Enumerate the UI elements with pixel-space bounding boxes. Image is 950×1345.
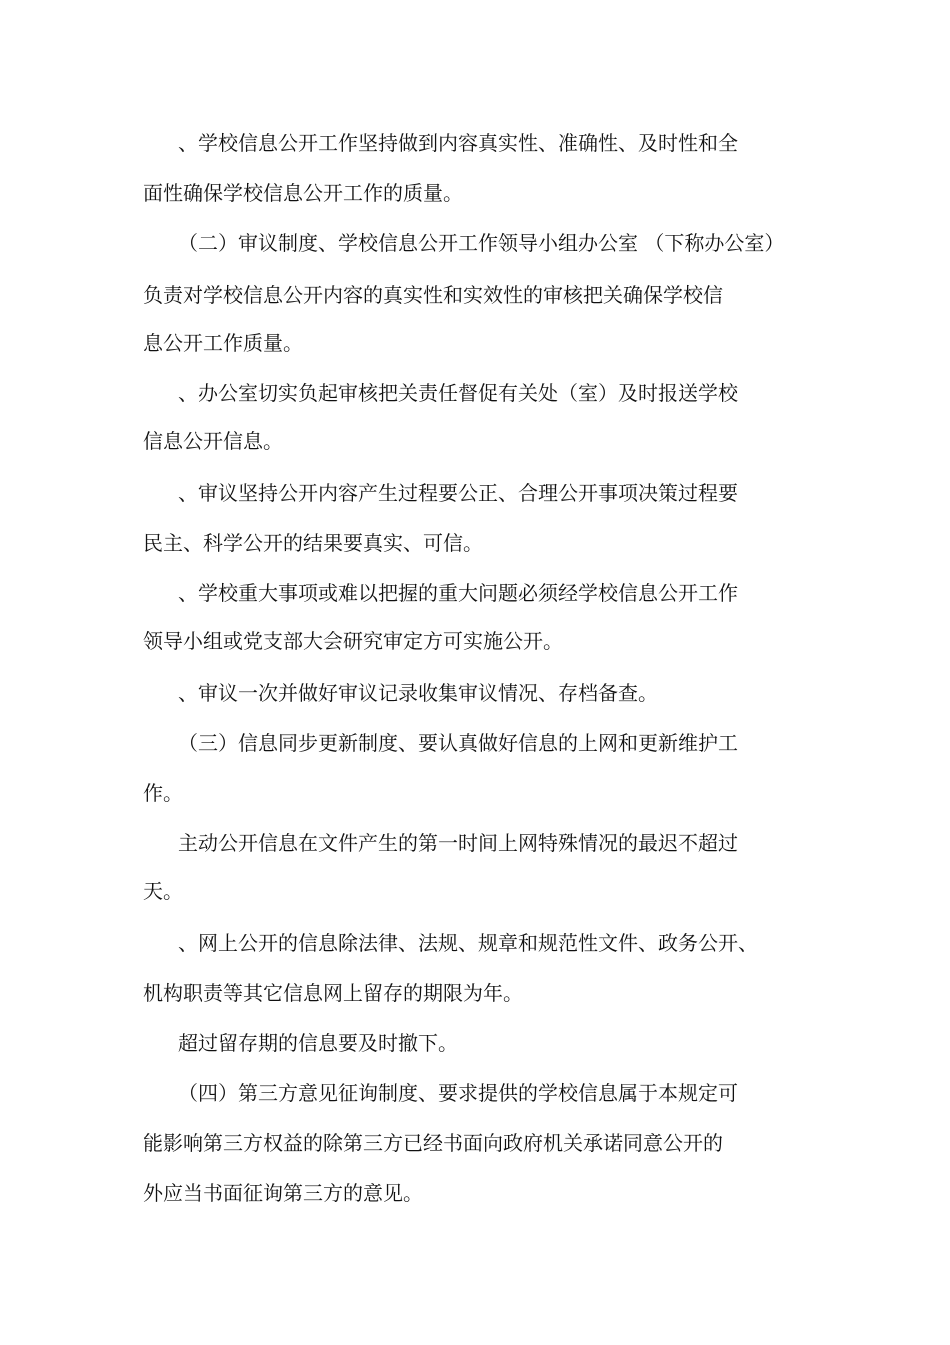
paragraph-line: 能影响第三方权益的除第三方已经书面向政府机关承诺同意公开的 <box>143 1131 723 1155</box>
paragraph-line: 机构职责等其它信息网上留存的期限为年。 <box>143 981 523 1005</box>
section-heading-line: （二）审议制度、学校信息公开工作领导小组办公室 （下称办公室） <box>178 231 785 255</box>
paragraph-line: 、网上公开的信息除法律、法规、规章和规范性文件、政务公开、 <box>178 931 758 955</box>
paragraph-line: 作。 <box>143 781 183 805</box>
paragraph-line: 民主、科学公开的结果要真实、可信。 <box>143 531 483 555</box>
paragraph-line: 领导小组或党支部大会研究审定方可实施公开。 <box>143 629 563 653</box>
paragraph-line: 、学校信息公开工作坚持做到内容真实性、准确性、及时性和全 <box>178 131 738 155</box>
section-heading-line: （四）第三方意见征询制度、要求提供的学校信息属于本规定可 <box>178 1081 738 1105</box>
paragraph-line: 主动公开信息在文件产生的第一时间上网特殊情况的最迟不超过 <box>178 831 738 855</box>
paragraph-line: 负责对学校信息公开内容的真实性和实效性的审核把关确保学校信 <box>143 283 723 307</box>
paragraph-line: 天。 <box>143 879 183 903</box>
paragraph-line: 面性确保学校信息公开工作的质量。 <box>143 181 463 205</box>
paragraph-line: 外应当书面征询第三方的意见。 <box>143 1181 423 1205</box>
paragraph-line: 、审议坚持公开内容产生过程要公正、合理公开事项决策过程要 <box>178 481 738 505</box>
paragraph-line: 超过留存期的信息要及时撤下。 <box>178 1031 458 1055</box>
section-heading-line: （三）信息同步更新制度、要认真做好信息的上网和更新维护工 <box>178 731 738 755</box>
paragraph-line: 、审议一次并做好审议记录收集审议情况、存档备查。 <box>178 681 658 705</box>
paragraph-line: 、学校重大事项或难以把握的重大问题必须经学校信息公开工作 <box>178 581 738 605</box>
paragraph-line: 、办公室切实负起审核把关责任督促有关处（室）及时报送学校 <box>178 381 738 405</box>
paragraph-line: 信息公开信息。 <box>143 429 283 453</box>
paragraph-line: 息公开工作质量。 <box>143 331 303 355</box>
